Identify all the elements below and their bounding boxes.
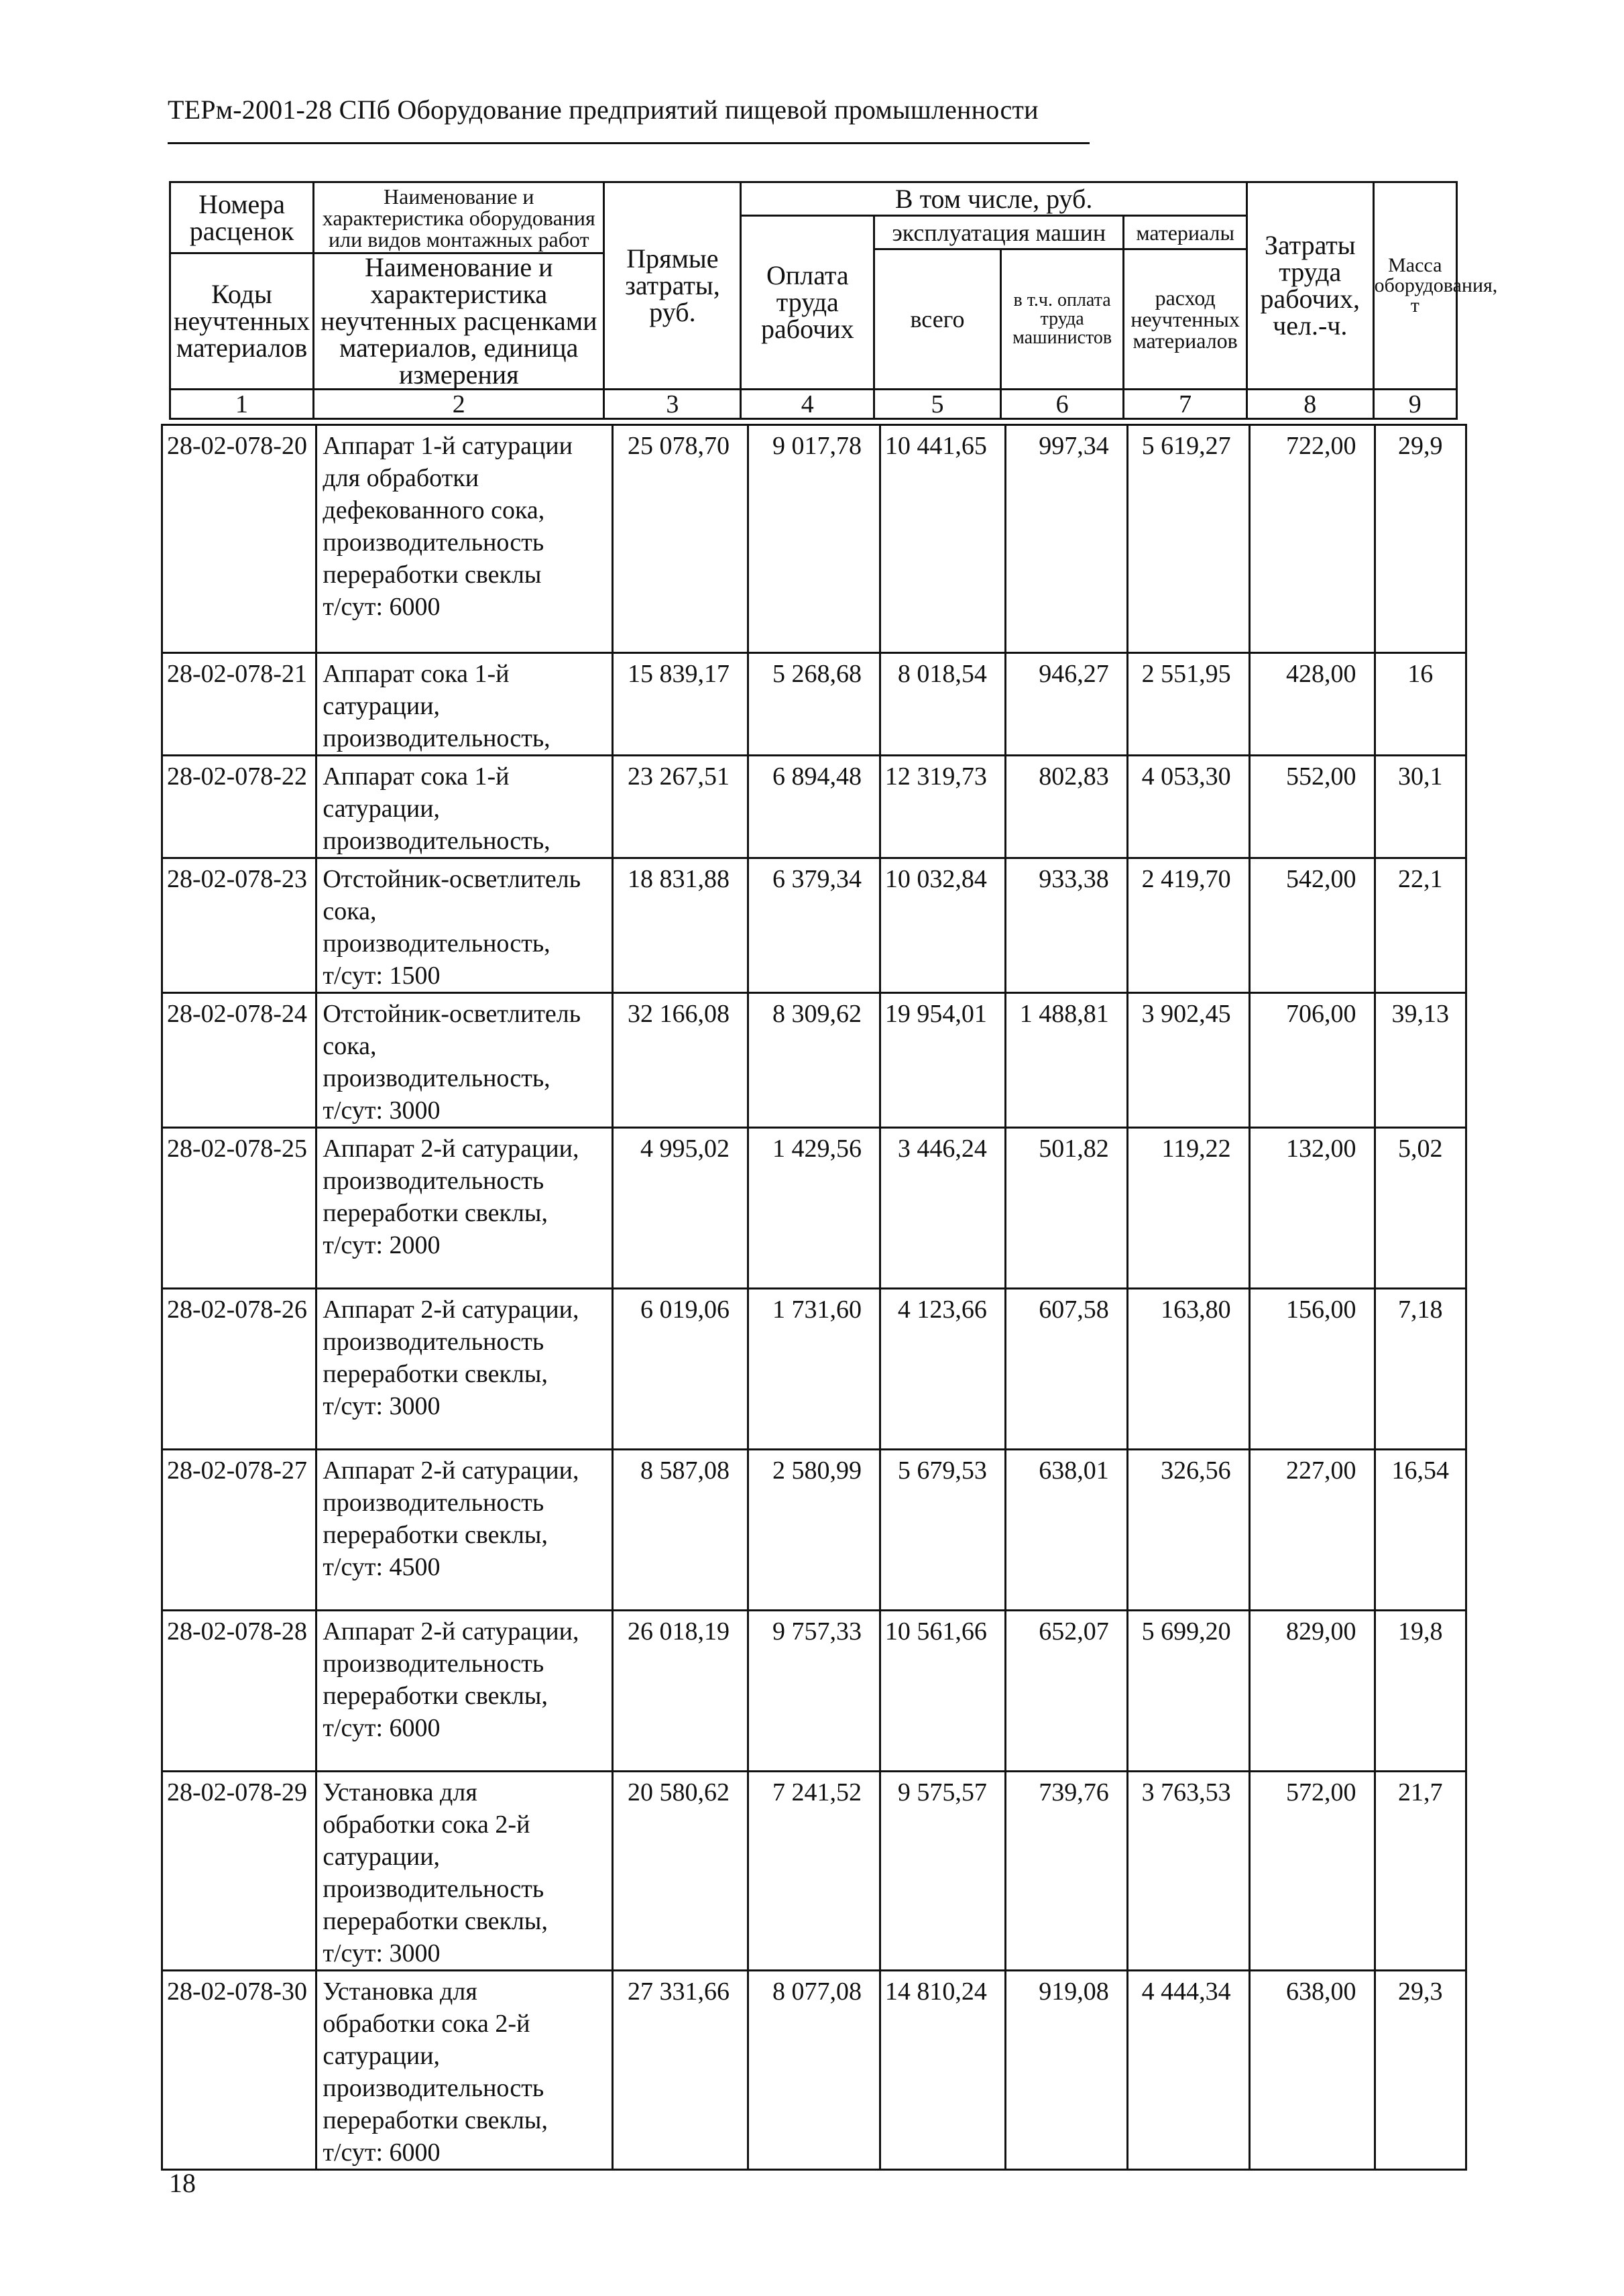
operators-cost-cell: 919,08 [1005,1971,1127,2170]
work-name-cell [316,858,613,993]
work-name-line: Аппарат 1-й сатурации [323,432,573,460]
labor-cost-cell: 8 077,08 [748,1971,880,2170]
labor-cost-cell: 9 757,33 [748,1611,880,1772]
work-name-line: сока, [323,897,377,925]
work-name-line: Установка для [323,1778,477,1806]
table-row [162,1128,1466,1289]
work-name-line: т/сут: 3000 [323,1096,441,1125]
work-name-line: переработки свеклы, [323,1682,548,1710]
work-name-line: т/сут: 6000 [323,1714,441,1742]
materials-cost-cell: 3 902,45 [1127,993,1249,1128]
header-rule [168,142,1090,144]
labor-hours-cell: 706,00 [1249,993,1375,1128]
labor-cost-cell: 1 429,56 [748,1128,880,1289]
materials-cost-cell: 2 551,95 [1127,653,1249,756]
rate-code-cell: 28-02-078-23 [162,858,316,993]
equipment-mass-cell: 30,1 [1375,756,1466,858]
column-number: 8 [1246,390,1373,419]
direct-cost-cell: 8 587,08 [612,1450,748,1611]
work-name-line: производительность [323,1489,544,1517]
column-number: 4 [741,390,874,419]
labor-cost-cell: 9 017,78 [748,425,880,653]
work-name-line: производительность [323,1328,544,1356]
work-name-cell [316,1289,613,1450]
work-name-line: производительность [323,528,544,557]
table-row [162,1289,1466,1450]
work-name-line: переработки свеклы [323,561,542,589]
operators-cost-cell: 802,83 [1005,756,1127,858]
column-number: 3 [604,390,741,419]
table-row [162,1772,1466,1971]
rate-code-cell: 28-02-078-25 [162,1128,316,1289]
work-name-cell [316,993,613,1128]
machines-cost-cell: 12 319,73 [880,756,1005,858]
table-header [169,181,1498,420]
direct-cost-cell: 23 267,51 [612,756,748,858]
labor-cost-cell: 8 309,62 [748,993,880,1128]
work-name-line: переработки свеклы, [323,1199,548,1227]
work-name-line: сатурации, [323,1843,441,1871]
col4-header: Оплата труда рабочих [741,216,874,390]
work-name-line: обработки сока 2-й [323,1811,530,1839]
direct-cost-cell: 18 831,88 [612,858,748,993]
rate-code-cell: 28-02-078-26 [162,1289,316,1450]
column-number: 5 [874,390,1001,419]
work-name-line: сока, [323,1032,377,1060]
materials-cost-cell: 2 419,70 [1127,858,1249,993]
work-name-line: переработки свеклы, [323,2106,548,2134]
col1-bottom-header: Коды неучтенных материалов [170,253,314,390]
work-name-line: производительность [323,2074,544,2102]
work-name-line: сатурации, [323,692,441,720]
work-name-line: производительность, [323,724,550,752]
work-name-line: сатурации, [323,2042,441,2070]
rate-code-cell: 28-02-078-30 [162,1971,316,2170]
equipment-mass-cell: 5,02 [1375,1128,1466,1289]
table-row [162,858,1466,993]
work-name-cell [316,1450,613,1611]
col9-header: Масса оборудования, т [1373,182,1456,390]
equipment-mass-cell: 22,1 [1375,858,1466,993]
labor-hours-cell: 638,00 [1249,1971,1375,2170]
materials-cost-cell: 163,80 [1127,1289,1249,1450]
work-name-line: производительность [323,1650,544,1678]
labor-hours-cell: 552,00 [1249,756,1375,858]
rate-code-cell: 28-02-078-22 [162,756,316,858]
rate-code-cell: 28-02-078-29 [162,1772,316,1971]
materials-cost-cell: 4 444,34 [1127,1971,1249,2170]
table-row [162,1611,1466,1772]
work-name-line: Установка для [323,1977,477,2006]
materials-header: материалы [1124,216,1247,249]
col1-top-header: Номера расценок [170,182,314,253]
labor-hours-cell: 722,00 [1249,425,1375,653]
labor-cost-cell: 7 241,52 [748,1772,880,1971]
rate-code-cell: 28-02-078-21 [162,653,316,756]
work-name-line: т/сут: 6000 [323,593,441,621]
labor-cost-cell: 1 731,60 [748,1289,880,1450]
operators-cost-cell: 997,34 [1005,425,1127,653]
operators-cost-cell: 501,82 [1005,1128,1127,1289]
labor-hours-cell: 542,00 [1249,858,1375,993]
labor-hours-cell: 227,00 [1249,1450,1375,1611]
work-name-cell [316,425,613,653]
work-name-line: Аппарат сока 1-й [323,762,510,791]
materials-cost-cell: 5 699,20 [1127,1611,1249,1772]
machines-cost-cell: 5 679,53 [880,1450,1005,1611]
operators-cost-cell: 1 488,81 [1005,993,1127,1128]
direct-cost-cell: 32 166,08 [612,993,748,1128]
machines-cost-cell: 4 123,66 [880,1289,1005,1450]
labor-cost-cell: 6 894,48 [748,756,880,858]
work-name-line: т/сут: 4500 [323,1553,441,1581]
equipment-mass-cell: 29,3 [1375,1971,1466,2170]
work-name-cell [316,1772,613,1971]
work-name-cell [316,1128,613,1289]
work-name-line: сатурации, [323,795,441,823]
work-name-line: переработки свеклы, [323,1521,548,1549]
work-name-line: Аппарат 2-й сатурации, [323,1617,579,1646]
col8-header: Затраты труда рабочих, чел.-ч. [1246,182,1373,390]
price-table [161,424,1467,2171]
labor-hours-cell: 428,00 [1249,653,1375,756]
work-name-line: переработки свеклы, [323,1907,548,1935]
work-name-cell [316,1611,613,1772]
labor-hours-cell: 132,00 [1249,1128,1375,1289]
equipment-mass-cell: 16,54 [1375,1450,1466,1611]
labor-hours-cell: 572,00 [1249,1772,1375,1971]
work-name-cell [316,756,613,858]
materials-cost-cell: 326,56 [1127,1450,1249,1611]
running-head: ТЕРм-2001-28 СПб Оборудование предприятий пищевой промышленности [168,95,1039,125]
work-name-line: Отстойник-осветлитель [323,1000,581,1028]
table-row [162,756,1466,858]
equipment-mass-cell: 7,18 [1375,1289,1466,1450]
work-name-line: производительность, [323,1064,550,1092]
direct-cost-cell: 27 331,66 [612,1971,748,2170]
operators-cost-cell: 607,58 [1005,1289,1127,1450]
equipment-mass-cell: 19,8 [1375,1611,1466,1772]
machines-cost-cell: 3 446,24 [880,1128,1005,1289]
table-row [162,1450,1466,1611]
work-name-line: дефекованного сока, [323,496,545,524]
col7-header: расход неучтенных материалов [1124,249,1247,390]
work-name-line: Аппарат сока 1-й [323,660,510,688]
work-name-line: Отстойник-осветлитель [323,865,581,893]
work-name-line: т/сут: 3000 [323,1939,441,1967]
column-number: 6 [1000,390,1124,419]
table-rows [162,425,1466,2170]
labor-hours-cell: 156,00 [1249,1289,1375,1450]
work-name-cell [316,1971,613,2170]
table-row [162,1971,1466,2170]
machines-cost-cell: 10 441,65 [880,425,1005,653]
machines-cost-cell: 19 954,01 [880,993,1005,1128]
table-row [162,993,1466,1128]
column-number: 9 [1373,390,1456,419]
work-name-line: производительность, [323,929,550,958]
operators-cost-cell: 946,27 [1005,653,1127,756]
equipment-mass-cell: 21,7 [1375,1772,1466,1971]
table-row [162,653,1466,756]
col2-top-header: Наименование и характеристика оборудования или видов монтажных работ [314,182,604,253]
labor-hours-cell: 829,00 [1249,1611,1375,1772]
operators-cost-cell: 638,01 [1005,1450,1127,1611]
direct-cost-cell: 6 019,06 [612,1289,748,1450]
materials-cost-cell: 4 053,30 [1127,756,1249,858]
work-name-line: производительность [323,1167,544,1195]
direct-cost-cell: 26 018,19 [612,1611,748,1772]
work-name-line: т/сут: 1500 [323,962,441,990]
work-name-line: т/сут: 2000 [323,1231,441,1259]
rate-code-cell: 28-02-078-20 [162,425,316,653]
machines-cost-cell: 9 575,57 [880,1772,1005,1971]
work-name-line: обработки сока 2-й [323,2010,530,2038]
work-name-line: Аппарат 2-й сатурации, [323,1296,579,1324]
col3-header: Прямые затраты, руб. [604,182,741,390]
direct-cost-cell: 4 995,02 [612,1128,748,1289]
direct-cost-cell: 15 839,17 [612,653,748,756]
column-number: 7 [1124,390,1247,419]
work-name-cell [316,653,613,756]
machines-header: эксплуатация машин [874,216,1124,249]
table-row [162,425,1466,653]
equipment-mass-cell: 29,9 [1375,425,1466,653]
direct-cost-cell: 25 078,70 [612,425,748,653]
rate-code-cell: 28-02-078-27 [162,1450,316,1611]
work-name-line: переработки свеклы, [323,1360,548,1388]
col6-header: в т.ч. оплата труда машинистов [1000,249,1124,390]
operators-cost-cell: 933,38 [1005,858,1127,993]
machines-cost-cell: 14 810,24 [880,1971,1005,2170]
operators-cost-cell: 652,07 [1005,1611,1127,1772]
rate-code-cell: 28-02-078-28 [162,1611,316,1772]
equipment-mass-cell: 16 [1375,653,1466,756]
col5-header: всего [874,249,1001,390]
rate-code-cell: 28-02-078-24 [162,993,316,1128]
column-number: 2 [314,390,604,419]
work-name-line: т/сут: 3000 [323,1392,441,1420]
page-number: 18 [169,2168,196,2198]
materials-cost-cell: 5 619,27 [1127,425,1249,653]
materials-cost-cell: 119,22 [1127,1128,1249,1289]
machines-cost-cell: 10 032,84 [880,858,1005,993]
operators-cost-cell: 739,76 [1005,1772,1127,1971]
work-name-line: т/сут: 6000 [323,2138,441,2167]
materials-cost-cell: 3 763,53 [1127,1772,1249,1971]
work-name-line: для обработки [323,464,479,492]
machines-cost-cell: 8 018,54 [880,653,1005,756]
work-name-line: Аппарат 2-й сатурации, [323,1135,579,1163]
equipment-mass-cell: 39,13 [1375,993,1466,1128]
work-name-line: производительность [323,1875,544,1903]
labor-cost-cell: 2 580,99 [748,1450,880,1611]
labor-cost-cell: 6 379,34 [748,858,880,993]
work-name-line: производительность, [323,827,550,855]
column-number: 1 [170,390,314,419]
direct-cost-cell: 20 580,62 [612,1772,748,1971]
col2-bottom-header: Наименование и характеристика неучтенных расценками материалов, единица измерения [314,253,604,390]
in-total-header: В том числе, руб. [741,182,1247,216]
work-name-line: Аппарат 2-й сатурации, [323,1456,579,1485]
labor-cost-cell: 5 268,68 [748,653,880,756]
machines-cost-cell: 10 561,66 [880,1611,1005,1772]
